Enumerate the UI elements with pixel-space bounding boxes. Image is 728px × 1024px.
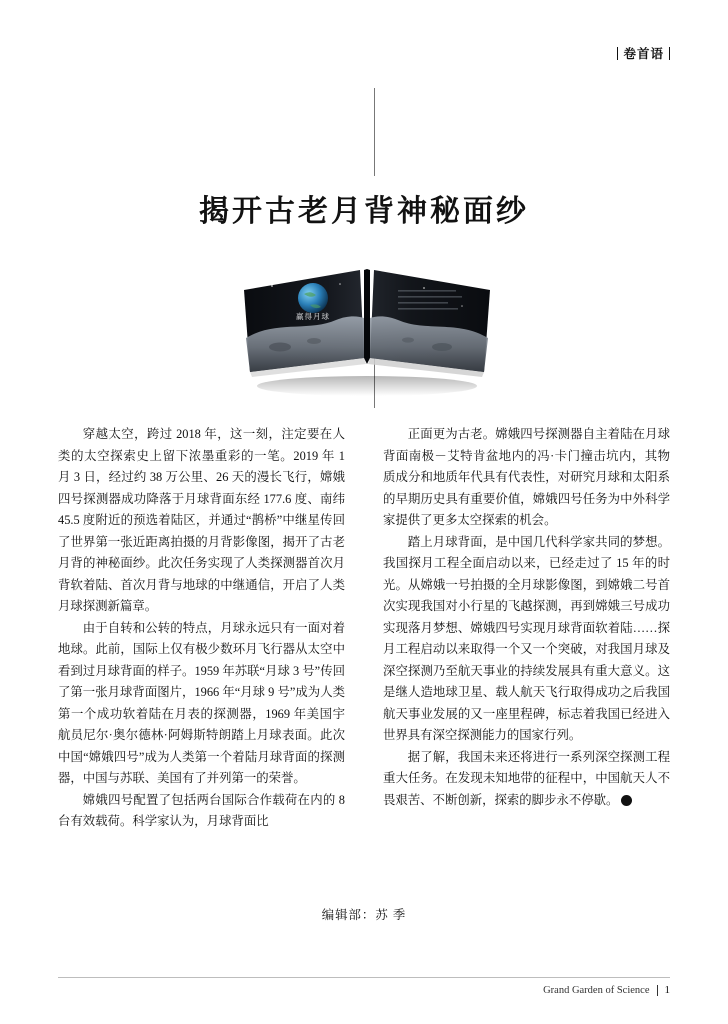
footer-divider (58, 977, 670, 978)
open-book-moon-illustration (236, 246, 498, 398)
page-title: 揭开古老月背神秘面纱 (199, 195, 529, 228)
column-right (383, 424, 670, 833)
page-footer (543, 984, 670, 996)
editor-credit: 编辑部：苏 季 (321, 908, 407, 922)
paragraph: 嫦娥四号配置了包括两台国际合作载荷在内的 8 台有效载荷。科学家认为，月球背面比 (58, 792, 345, 828)
paragraph: 由于自转和公转的特点，月球永远只有一面对着地球。此前，国际上仅有极少数环月飞行器从太空中看到过月球背面的样子。1959 年苏联“月球 3 号”传回了第一张月球背面图片，1966 年“月球 9 号”成为人类第一个成功软着陆在月表的探测器，1969 年美国宇航员尼尔·奥尔德林·阿姆斯特朗踏上月球表面。此次中国“嫦娥四号”成为人类第一个着陆月球背面的探测器，中国与苏联、美国有了并列第一的荣誉。 (58, 620, 345, 785)
footer-separator-icon (657, 985, 658, 996)
paragraph: 踏上月球背面，是中国几代科学家共同的梦想。我国探月工程全面启动以来，已经走过了 15 年的时光。从嫦娥一号拍摄的全月球影像图，到嫦娥二号首次实现我国对小行星的飞越探测，再到嫦娥三号成功实现落月梦想、嫦娥四号实现月球背面软着陆……探月工程启动以来取得一个又一个突破，对我国月球及深空探测乃至航天事业的持续发展具有重大意义。这是继人造地球卫星、载人航天飞行取得成功之后我国航天事业发展的又一座里程碑，标志着我国已经进入世界具有深空探测能力的国家行列。 (383, 534, 670, 742)
header-left-bar-icon (617, 47, 618, 60)
journal-name: Grand Garden of Science (543, 984, 650, 996)
paragraph: 正面更为古老。嫦娥四号探测器自主着陆在月球背面南极－艾特肯盆地内的冯·卡门撞击坑内，其物质成分和地质年代具有代表性，对研究月球和太阳系的早期历史具有重要价值，嫦娥四号任务为中外科学家提供了更多太空探索的机会。 (383, 427, 670, 527)
header-right-bar-icon (669, 47, 670, 60)
header-label: 卷首语 (623, 47, 664, 61)
page-number: 1 (664, 984, 670, 996)
article-body (58, 424, 670, 833)
column-left (58, 424, 345, 833)
section-header (617, 44, 670, 62)
paragraph-text: 据了解，我国未来还将进行一系列深空探测工程重大任务。在发现未知地带的征程中，中国航天人不畏艰苦、不断创新，探索的脚步永不停歇。 (383, 749, 670, 807)
illustration-caption: 赢得月球 (296, 312, 330, 321)
article-end-mark: S (621, 795, 632, 806)
paragraph: 穿越太空，跨过 2018 年，这一刻，注定要在人类的太空探索史上留下浓墨重彩的一笔。2019 年 1 月 3 日，经过约 38 万公里、26 天的漫长飞行，嫦娥四号探测器成功降落于月球背面东经 177.6 度、南纬 45.5 度附近的预选着陆区，并通过“鹊桥”中继星传回了世界第一张近距离拍摄的月背影像图，揭开了古老月背的神秘面纱。此次任务实现了人类探测器首次月背软着陆、首次月背与地球的中继通信，开启了人类月球探测新篇章。 (58, 427, 345, 613)
paragraph-with-endmark (383, 747, 670, 812)
vertical-rule-top (374, 88, 375, 176)
